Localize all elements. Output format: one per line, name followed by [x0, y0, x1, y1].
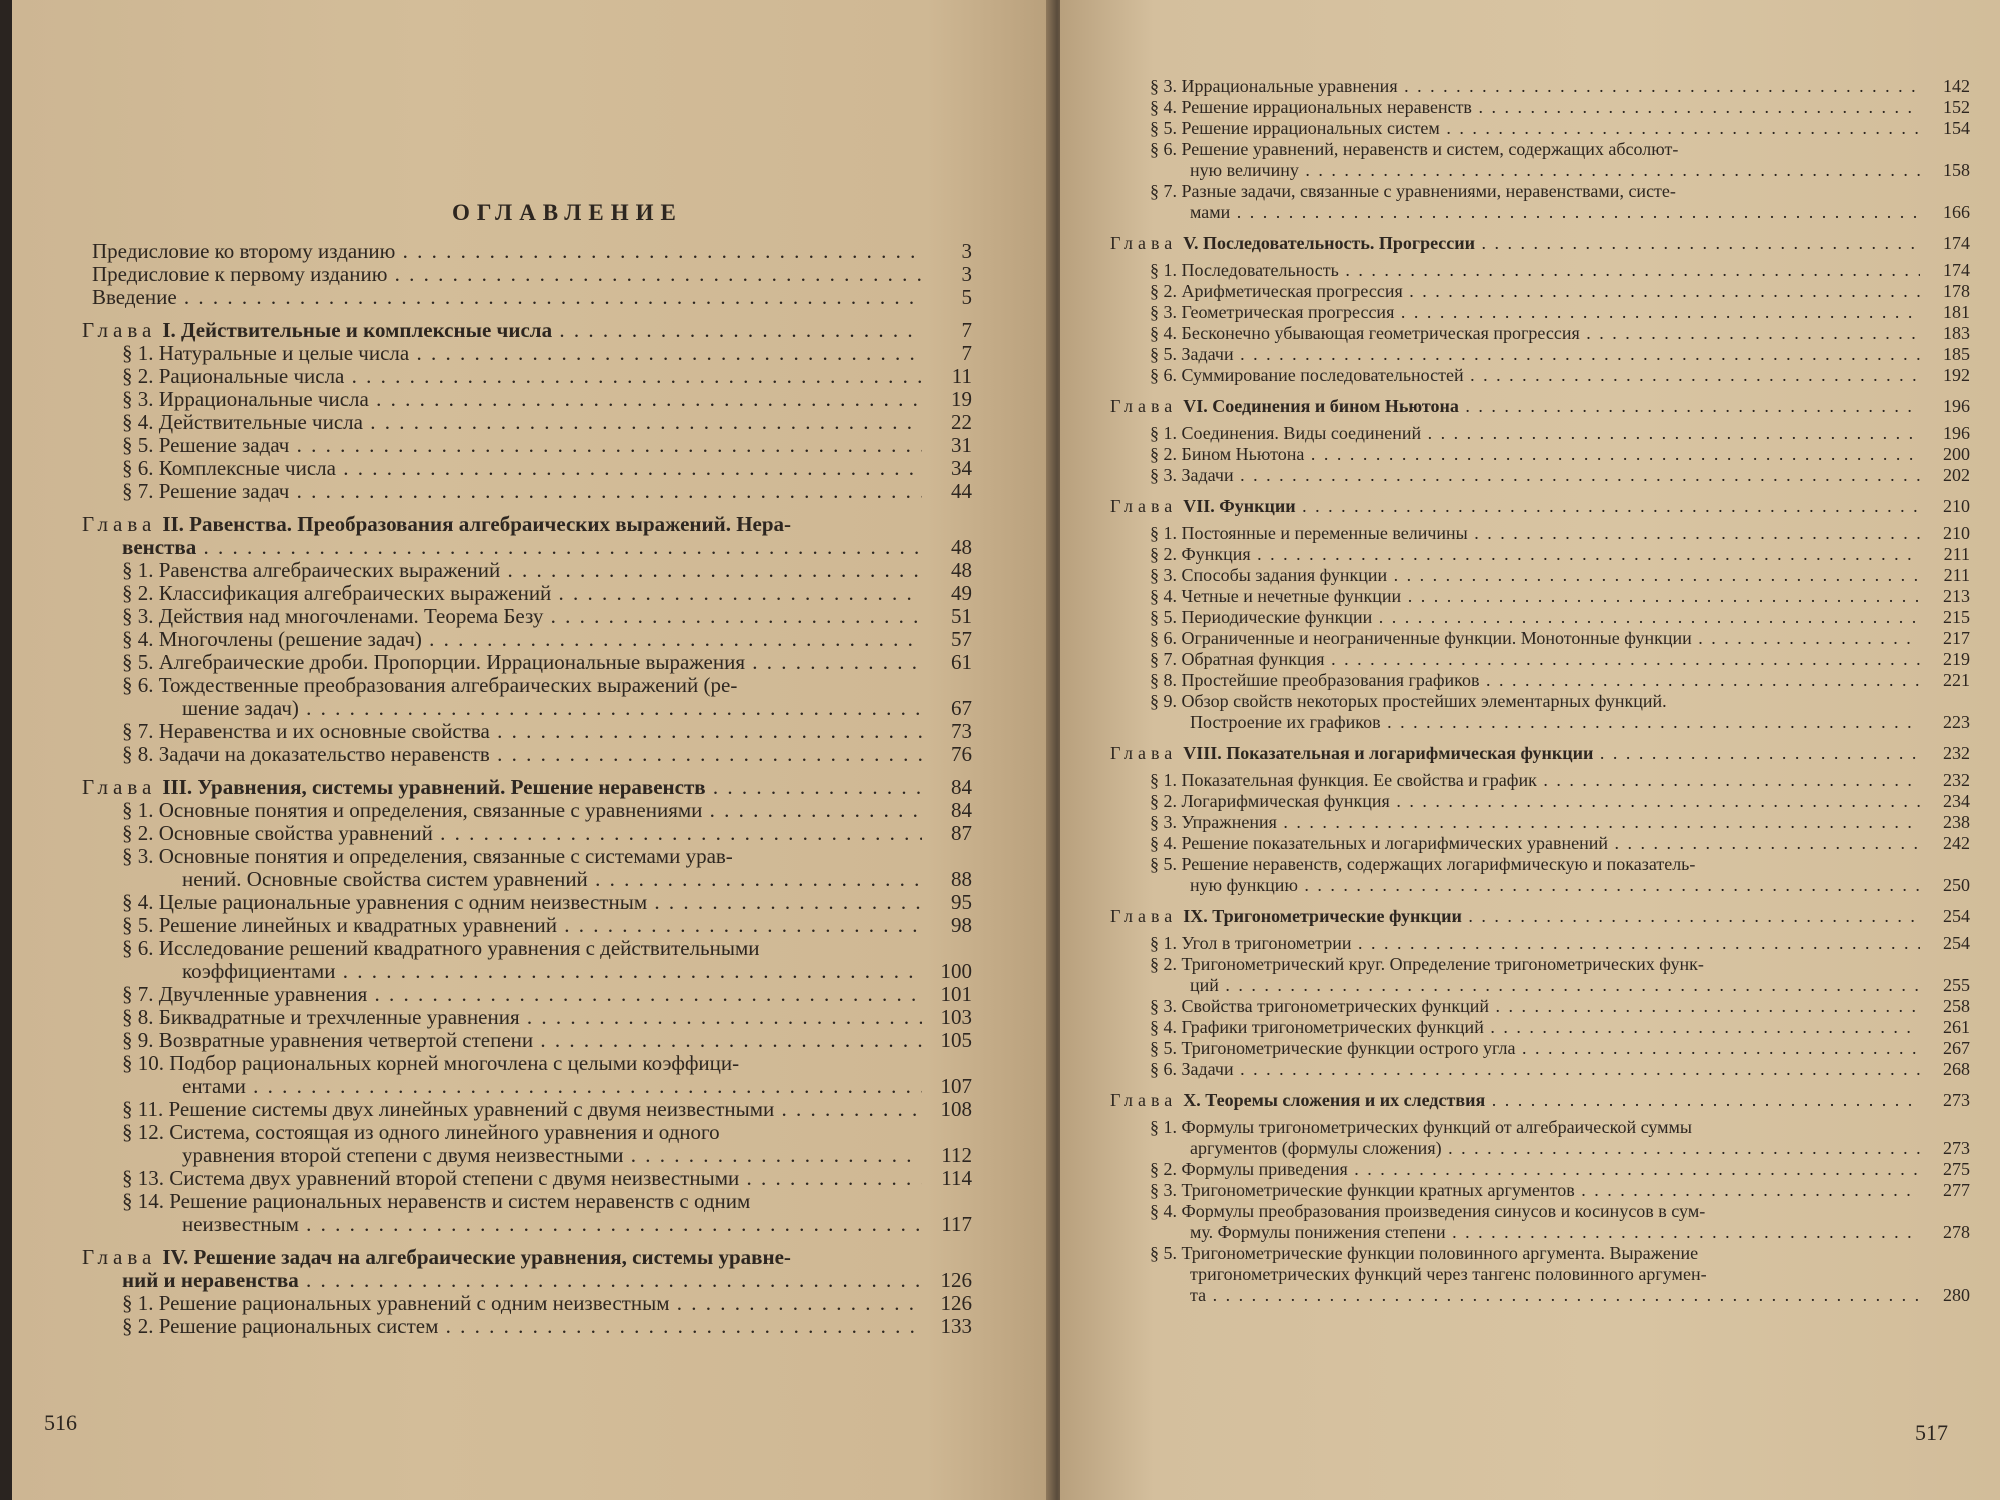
- entry-page-number: 255: [1943, 975, 1970, 995]
- entry-label: § 5. Решение задач: [122, 434, 290, 457]
- toc-entry-continuation: [1190, 712, 1970, 733]
- entry-page-number: 48: [951, 535, 972, 559]
- entry-page-number: 7: [961, 341, 972, 365]
- entry-label: § 1. Соединения. Виды соединений: [1150, 423, 1422, 443]
- toc-entry-continuation: [182, 1144, 972, 1167]
- entry-page-number: 210: [1943, 496, 1970, 516]
- entry-page-number: 217: [1943, 628, 1970, 648]
- toc-section-entry: [122, 799, 972, 822]
- toc-section-entry: [1150, 1117, 1970, 1138]
- entry-page-number: 84: [951, 775, 972, 799]
- entry-page-number: 267: [1943, 1038, 1970, 1058]
- toc-section-entry: [1150, 770, 1970, 791]
- entry-page-number: 196: [1943, 423, 1970, 443]
- entry-label: § 5. Тригонометрические функции половинного аргумента. Выражение: [1150, 1243, 1699, 1263]
- toc-section-entry: [1150, 365, 1970, 386]
- toc-section-entry: [122, 1292, 972, 1315]
- toc-section-entry: [1150, 670, 1970, 691]
- entry-page-number: 117: [941, 1212, 972, 1236]
- right-page: [1060, 0, 2000, 1500]
- chapter-title: IV. Решение задач на алгебраические уравнения, системы уравне-: [162, 1246, 791, 1269]
- entry-page-number: 213: [1943, 586, 1970, 606]
- entry-page-number: 107: [940, 1074, 972, 1098]
- entry-page-number: 142: [1943, 76, 1970, 96]
- entry-page-number: 277: [1943, 1180, 1970, 1200]
- entry-page-number: 202: [1943, 465, 1970, 485]
- toc-entry-continuation: [182, 868, 972, 891]
- toc-section-entry: [122, 605, 972, 628]
- right-page-number: 517: [1915, 1420, 1948, 1445]
- entry-label: § 4. Четные и нечетные функции: [1150, 586, 1402, 606]
- toc-section-entry: [122, 1190, 972, 1213]
- entry-page-number: 278: [1943, 1222, 1970, 1242]
- entry-label: § 4. Решение иррациональных неравенств: [1150, 97, 1472, 117]
- entry-page-number: 232: [1943, 743, 1970, 763]
- entry-page-number: 196: [1943, 396, 1970, 416]
- toc-entry-continuation: [182, 1213, 972, 1236]
- entry-page-number: 166: [1943, 202, 1970, 222]
- toc-section-entry: [122, 1315, 972, 1338]
- entry-page-number: 44: [951, 479, 972, 503]
- toc-section-entry: [1150, 996, 1970, 1017]
- entry-page-number: 133: [940, 1314, 972, 1338]
- entry-label: § 3. Способы задания функции: [1150, 565, 1388, 585]
- entry-page-number: 154: [1943, 118, 1970, 138]
- toc-entry-continuation: [1190, 1138, 1970, 1159]
- toc-section-entry: [1150, 954, 1970, 975]
- entry-label: § 2. Классификация алгебраических выражений: [122, 582, 552, 605]
- entry-label: § 1. Основные понятия и определения, связанные с уравнениями: [122, 799, 703, 822]
- toc-entry-continuation: [182, 697, 972, 720]
- entry-page-number: 183: [1943, 323, 1970, 343]
- entry-label: § 4. Формулы преобразования произведения синусов и косинусов в сум-: [1150, 1201, 1706, 1221]
- toc-entry-continuation: [1190, 1285, 1970, 1306]
- toc-section-entry: [1150, 1201, 1970, 1222]
- toc-chapter-entry: [1110, 496, 1970, 517]
- entry-page-number: 11: [951, 364, 972, 388]
- entry-label: § 1. Показательная функция. Ее свойства и график: [1150, 770, 1537, 790]
- entry-page-number: 105: [940, 1028, 972, 1052]
- entry-page-number: 31: [951, 433, 972, 457]
- chapter-word: Глава: [82, 513, 157, 536]
- entry-page-number: 174: [1943, 260, 1970, 280]
- entry-page-number: 34: [951, 456, 972, 480]
- entry-label: § 2. Решение рациональных систем: [122, 1315, 439, 1338]
- toc-section-entry: [1150, 260, 1970, 281]
- entry-label: § 8. Задачи на доказательство неравенств: [122, 743, 490, 766]
- entry-page-number: 200: [1943, 444, 1970, 464]
- entry-label: ную величину: [1190, 160, 1299, 180]
- entry-page-number: 114: [941, 1166, 972, 1190]
- toc-section-entry: [122, 1029, 972, 1052]
- entry-page-number: 22: [951, 410, 972, 434]
- entry-label: § 9. Возвратные уравнения четвертой степени: [122, 1029, 534, 1052]
- entry-page-number: 268: [1943, 1059, 1970, 1079]
- toc-section-entry: [122, 914, 972, 937]
- entry-label: аргументов (формулы сложения): [1190, 1138, 1442, 1158]
- chapter-word: Глава: [1110, 1090, 1178, 1110]
- entry-label: § 11. Решение системы двух линейных уравнений с двумя неизвестными: [122, 1098, 775, 1121]
- toc-chapter-entry: [1110, 1090, 1970, 1111]
- entry-label: § 5. Решение иррациональных систем: [1150, 118, 1440, 138]
- entry-label: § 1. Решение рациональных уравнений с одним неизвестным: [122, 1292, 670, 1315]
- entry-label: § 2. Логарифмическая функция: [1150, 791, 1390, 811]
- entry-label: му. Формулы понижения степени: [1190, 1222, 1446, 1242]
- entry-label: нений. Основные свойства систем уравнений: [182, 868, 588, 891]
- entry-label: § 6. Исследование решений квадратного уравнения с действительными: [122, 937, 760, 960]
- toc-section-entry: [1150, 344, 1970, 365]
- toc-section-entry: [122, 983, 972, 1006]
- chapter-title: V. Последовательность. Прогрессии: [1183, 233, 1476, 253]
- entry-page-number: 48: [951, 558, 972, 582]
- chapter-word: Глава: [82, 776, 157, 799]
- entry-page-number: 234: [1943, 791, 1970, 811]
- toc-section-entry: [1150, 607, 1970, 628]
- toc-section-entry: [122, 937, 972, 960]
- chapter-title: III. Уравнения, системы уравнений. Решение неравенств: [162, 776, 706, 799]
- entry-page-number: 215: [1943, 607, 1970, 627]
- entry-page-number: 280: [1943, 1285, 1970, 1305]
- toc-section-entry: [122, 1167, 972, 1190]
- entry-page-number: 192: [1943, 365, 1970, 385]
- entry-label: § 2. Основные свойства уравнений: [122, 822, 433, 845]
- toc-entry-continuation: [1190, 160, 1970, 181]
- entry-label: § 1. Натуральные и целые числа: [122, 342, 410, 365]
- toc-section-entry: [122, 651, 972, 674]
- entry-label: § 5. Решение неравенств, содержащих логарифмическую и показатель-: [1150, 854, 1696, 874]
- chapter-title: I. Действительные и комплексные числа: [162, 319, 553, 342]
- chapter-word: Глава: [1110, 906, 1178, 926]
- toc-entry-continuation: [182, 960, 972, 983]
- chapter-title: VIII. Показательная и логарифмическая функции: [1183, 743, 1594, 763]
- entry-page-number: 174: [1943, 233, 1970, 253]
- toc-section-entry: [122, 1121, 972, 1144]
- entry-label: § 1. Постоянные и переменные величины: [1150, 523, 1468, 543]
- entry-label: ентами: [182, 1075, 246, 1098]
- entry-page-number: 211: [1943, 565, 1970, 585]
- entry-label: § 2. Функция: [1150, 544, 1251, 564]
- entry-page-number: 158: [1943, 160, 1970, 180]
- entry-page-number: 95: [951, 890, 972, 914]
- entry-page-number: 84: [951, 798, 972, 822]
- entry-label: § 8. Простейшие преобразования графиков: [1150, 670, 1480, 690]
- entry-page-number: 87: [951, 821, 972, 845]
- toc-section-entry: [1150, 118, 1970, 139]
- entry-page-number: 178: [1943, 281, 1970, 301]
- toc-section-entry: [1150, 423, 1970, 444]
- entry-page-number: 210: [1943, 523, 1970, 543]
- entry-page-number: 250: [1943, 875, 1970, 895]
- toc-section-entry: [1150, 854, 1970, 875]
- entry-label: § 4. Многочлены (решение задач): [122, 628, 422, 651]
- entry-page-number: 3: [961, 262, 972, 286]
- toc-section-entry: [122, 342, 972, 365]
- entry-label: § 3. Геометрическая прогрессия: [1150, 302, 1395, 322]
- entry-page-number: 254: [1943, 906, 1970, 926]
- toc-section-entry: [1150, 1243, 1970, 1264]
- toc-section-entry: [122, 582, 972, 605]
- entry-label: § 10. Подбор рациональных корней многочлена с целыми коэффици-: [122, 1052, 740, 1075]
- toc-chapter-entry: [1110, 233, 1970, 254]
- chapter-word: Глава: [1110, 396, 1178, 416]
- toc-entry-continuation: [122, 536, 972, 559]
- chapter-title: IX. Тригонометрические функции: [1183, 906, 1462, 926]
- entry-label: § 1. Равенства алгебраических выражений: [122, 559, 501, 582]
- entry-page-number: 261: [1943, 1017, 1970, 1037]
- toc-chapter-entry: [1110, 743, 1970, 764]
- entry-page-number: 5: [961, 285, 972, 309]
- entry-label: шение задач): [182, 697, 299, 720]
- entry-label: тригонометрических функций через тангенс половинного аргумен-: [1190, 1264, 1707, 1284]
- toc-section-entry: [1150, 1059, 1970, 1080]
- toc-section-entry: [122, 743, 972, 766]
- entry-label: коэффициентами: [182, 960, 336, 983]
- toc-section-entry: [1150, 812, 1970, 833]
- entry-label: § 5. Задачи: [1150, 344, 1234, 364]
- toc-front-entry: [92, 263, 972, 286]
- chapter-word: Глава: [1110, 496, 1178, 516]
- entry-page-number: 3: [961, 239, 972, 263]
- entry-page-number: 221: [1943, 670, 1970, 690]
- entry-page-number: 67: [951, 696, 972, 720]
- toc-section-entry: [1150, 933, 1970, 954]
- toc-section-entry: [122, 845, 972, 868]
- entry-label: уравнения второй степени с двумя неизвестными: [182, 1144, 624, 1167]
- toc-entry-continuation: [122, 1269, 972, 1292]
- entry-label: § 6. Тождественные преобразования алгебраических выражений (ре-: [122, 674, 738, 697]
- entry-label: § 7. Решение задач: [122, 480, 290, 503]
- entry-page-number: 19: [951, 387, 972, 411]
- toc-section-entry: [1150, 1038, 1970, 1059]
- entry-page-number: 181: [1943, 302, 1970, 322]
- entry-label: ций: [1190, 975, 1219, 995]
- toc-section-entry: [1150, 791, 1970, 812]
- entry-label: § 5. Тригонометрические функции острого угла: [1150, 1038, 1516, 1058]
- toc-section-entry: [122, 891, 972, 914]
- toc-chapter-entry: [1110, 906, 1970, 927]
- entry-page-number: 219: [1943, 649, 1970, 669]
- toc-section-entry: [1150, 323, 1970, 344]
- entry-page-number: 232: [1943, 770, 1970, 790]
- toc-front-entry: [92, 240, 972, 263]
- toc-section-entry: [1150, 76, 1970, 97]
- toc-section-entry: [1150, 444, 1970, 465]
- chapter-title: VI. Соединения и бином Ньютона: [1183, 396, 1459, 416]
- toc-section-entry: [122, 674, 972, 697]
- toc-entry-continuation: [1190, 1222, 1970, 1243]
- toc-section-entry: [122, 822, 972, 845]
- entry-page-number: 101: [940, 982, 972, 1006]
- entry-label: § 2. Тригонометрический круг. Определение тригонометрических функ-: [1150, 954, 1704, 974]
- toc-front-entry: [92, 286, 972, 309]
- toc-section-entry: [122, 434, 972, 457]
- entry-label: § 2. Бином Ньютона: [1150, 444, 1305, 464]
- chapter-title: II. Равенства. Преобразования алгебраических выражений. Нера-: [162, 513, 792, 536]
- toc-section-entry: [122, 720, 972, 743]
- entry-label: § 4. Действительные числа: [122, 411, 363, 434]
- entry-label: § 1. Формулы тригонометрических функций от алгебраической суммы: [1150, 1117, 1693, 1137]
- entry-label: § 6. Решение уравнений, неравенств и систем, содержащих абсолют-: [1150, 139, 1679, 159]
- entry-label: § 4. Графики тригонометрических функций: [1150, 1017, 1484, 1037]
- toc-section-entry: [1150, 281, 1970, 302]
- chapter-title: VII. Функции: [1183, 496, 1296, 516]
- toc-chapter-entry: [82, 513, 972, 536]
- entry-label: § 3. Основные понятия и определения, связанные с системами урав-: [122, 845, 733, 868]
- entry-label: ний и неравенства: [122, 1269, 299, 1292]
- toc-section-entry: [1150, 628, 1970, 649]
- toc-section-entry: [1150, 181, 1970, 202]
- entry-label: § 6. Ограниченные и неограниченные функции. Монотонные функции: [1150, 628, 1692, 648]
- entry-label: § 3. Свойства тригонометрических функций: [1150, 996, 1490, 1016]
- toc-section-entry: [122, 411, 972, 434]
- entry-page-number: 103: [940, 1005, 972, 1029]
- toc-entry-continuation: [1190, 1264, 1970, 1285]
- chapter-word: Глава: [82, 1246, 157, 1269]
- entry-label: § 7. Двучленные уравнения: [122, 983, 368, 1006]
- entry-label: Построение их графиков: [1190, 712, 1381, 732]
- entry-label: та: [1190, 1285, 1207, 1305]
- entry-page-number: 61: [951, 650, 972, 674]
- toc-entry-continuation: [1190, 202, 1970, 223]
- entry-page-number: 76: [951, 742, 972, 766]
- toc-section-entry: [122, 628, 972, 651]
- entry-page-number: 88: [951, 867, 972, 891]
- toc-chapter-entry: [82, 776, 972, 799]
- entry-label: Предисловие ко второму изданию: [92, 240, 396, 263]
- entry-page-number: 258: [1943, 996, 1970, 1016]
- toc-chapter-entry: [82, 1246, 972, 1269]
- toc-section-entry: [1150, 1017, 1970, 1038]
- entry-label: § 3. Иррациональные числа: [122, 388, 369, 411]
- entry-page-number: 223: [1943, 712, 1970, 732]
- toc-section-entry: [1150, 586, 1970, 607]
- chapter-title: X. Теоремы сложения и их следствия: [1183, 1090, 1486, 1110]
- toc-section-entry: [1150, 565, 1970, 586]
- toc-entry-continuation: [1190, 975, 1970, 996]
- entry-label: ную функцию: [1190, 875, 1298, 895]
- entry-label: Введение: [92, 286, 177, 309]
- toc-section-entry: [122, 1098, 972, 1121]
- entry-page-number: 7: [961, 318, 972, 342]
- entry-label: § 5. Периодические функции: [1150, 607, 1373, 627]
- toc-section-entry: [122, 1006, 972, 1029]
- chapter-word: Глава: [1110, 743, 1178, 763]
- toc-section-entry: [1150, 302, 1970, 323]
- entry-page-number: 185: [1943, 344, 1970, 364]
- toc-entry-continuation: [1190, 875, 1970, 896]
- entry-label: § 5. Решение линейных и квадратных уравнений: [122, 914, 558, 937]
- entry-label: § 3. Тригонометрические функции кратных аргументов: [1150, 1180, 1575, 1200]
- toc-chapter-entry: [82, 319, 972, 342]
- entry-label: § 2. Рациональные числа: [122, 365, 345, 388]
- toc-entry-continuation: [182, 1075, 972, 1098]
- entry-page-number: 108: [940, 1097, 972, 1121]
- entry-label: мами: [1190, 202, 1231, 222]
- entry-page-number: 273: [1943, 1138, 1970, 1158]
- entry-page-number: 254: [1943, 933, 1970, 953]
- toc-section-entry: [1150, 1159, 1970, 1180]
- entry-label: § 3. Задачи: [1150, 465, 1234, 485]
- toc-section-entry: [122, 457, 972, 480]
- entry-label: § 3. Упражнения: [1150, 812, 1277, 832]
- entry-label: § 1. Угол в тригонометрии: [1150, 933, 1352, 953]
- left-page-number: 516: [44, 1410, 77, 1435]
- entry-label: § 4. Целые рациональные уравнения с одним неизвестным: [122, 891, 648, 914]
- entry-label: § 1. Последовательность: [1150, 260, 1339, 280]
- entry-label: § 6. Суммирование последовательностей: [1150, 365, 1464, 385]
- entry-page-number: 126: [940, 1291, 972, 1315]
- toc-section-entry: [122, 388, 972, 411]
- entry-page-number: 51: [951, 604, 972, 628]
- toc-section-entry: [1150, 139, 1970, 160]
- toc-title: ОГЛАВЛЕНИЕ: [452, 200, 683, 225]
- entry-page-number: 73: [951, 719, 972, 743]
- entry-label: § 9. Обзор свойств некоторых простейших элементарных функций.: [1150, 691, 1667, 711]
- toc-section-entry: [122, 559, 972, 582]
- entry-label: § 4. Бесконечно убывающая геометрическая прогрессия: [1150, 323, 1580, 343]
- entry-page-number: 57: [951, 627, 972, 651]
- chapter-word: Глава: [82, 319, 157, 342]
- toc-section-entry: [1150, 97, 1970, 118]
- entry-label: § 2. Формулы приведения: [1150, 1159, 1348, 1179]
- entry-label: § 12. Система, состоящая из одного линейного уравнения и одного: [122, 1121, 720, 1144]
- entry-label: венства: [122, 536, 197, 559]
- toc-section-entry: [1150, 544, 1970, 565]
- entry-label: § 6. Задачи: [1150, 1059, 1234, 1079]
- entry-page-number: 126: [940, 1268, 972, 1292]
- entry-label: неизвестным: [182, 1213, 299, 1236]
- toc-section-entry: [1150, 465, 1970, 486]
- entry-page-number: 98: [951, 913, 972, 937]
- entry-page-number: 273: [1943, 1090, 1970, 1110]
- entry-page-number: 211: [1943, 544, 1970, 564]
- left-page: [12, 0, 1052, 1500]
- entry-label: § 3. Действия над многочленами. Теорема Безу: [122, 605, 544, 628]
- entry-label: § 7. Разные задачи, связанные с уравнениями, неравенствами, систе-: [1150, 181, 1676, 201]
- entry-page-number: 152: [1943, 97, 1970, 117]
- entry-label: § 8. Биквадратные и трехчленные уравнения: [122, 1006, 520, 1029]
- toc-section-entry: [122, 480, 972, 503]
- toc-section-entry: [1150, 691, 1970, 712]
- entry-label: § 7. Обратная функция: [1150, 649, 1325, 669]
- toc-section-entry: [1150, 649, 1970, 670]
- entry-page-number: 100: [940, 959, 972, 983]
- entry-label: § 13. Система двух уравнений второй степени с двумя неизвестными: [122, 1167, 740, 1190]
- toc-section-entry: [1150, 523, 1970, 544]
- entry-page-number: 242: [1943, 833, 1970, 853]
- toc-section-entry: [122, 1052, 972, 1075]
- toc-section-entry: [1150, 833, 1970, 854]
- toc-section-entry: [122, 365, 972, 388]
- entry-page-number: 275: [1943, 1159, 1970, 1179]
- entry-page-number: 49: [951, 581, 972, 605]
- toc-section-entry: [1150, 1180, 1970, 1201]
- entry-label: § 3. Иррациональные уравнения: [1150, 76, 1398, 96]
- entry-label: § 7. Неравенства и их основные свойства: [122, 720, 490, 743]
- entry-page-number: 238: [1943, 812, 1970, 832]
- entry-label: § 5. Алгебраические дроби. Пропорции. Иррациональные выражения: [122, 651, 745, 674]
- entry-label: § 6. Комплексные числа: [122, 457, 336, 480]
- chapter-word: Глава: [1110, 233, 1178, 253]
- entry-label: Предисловие к первому изданию: [92, 263, 388, 286]
- entry-label: § 2. Арифметическая прогрессия: [1150, 281, 1403, 301]
- entry-label: § 4. Решение показательных и логарифмических уравнений: [1150, 833, 1609, 853]
- entry-page-number: 112: [941, 1143, 972, 1167]
- entry-label: § 14. Решение рациональных неравенств и систем неравенств с одним: [122, 1190, 751, 1213]
- toc-chapter-entry: [1110, 396, 1970, 417]
